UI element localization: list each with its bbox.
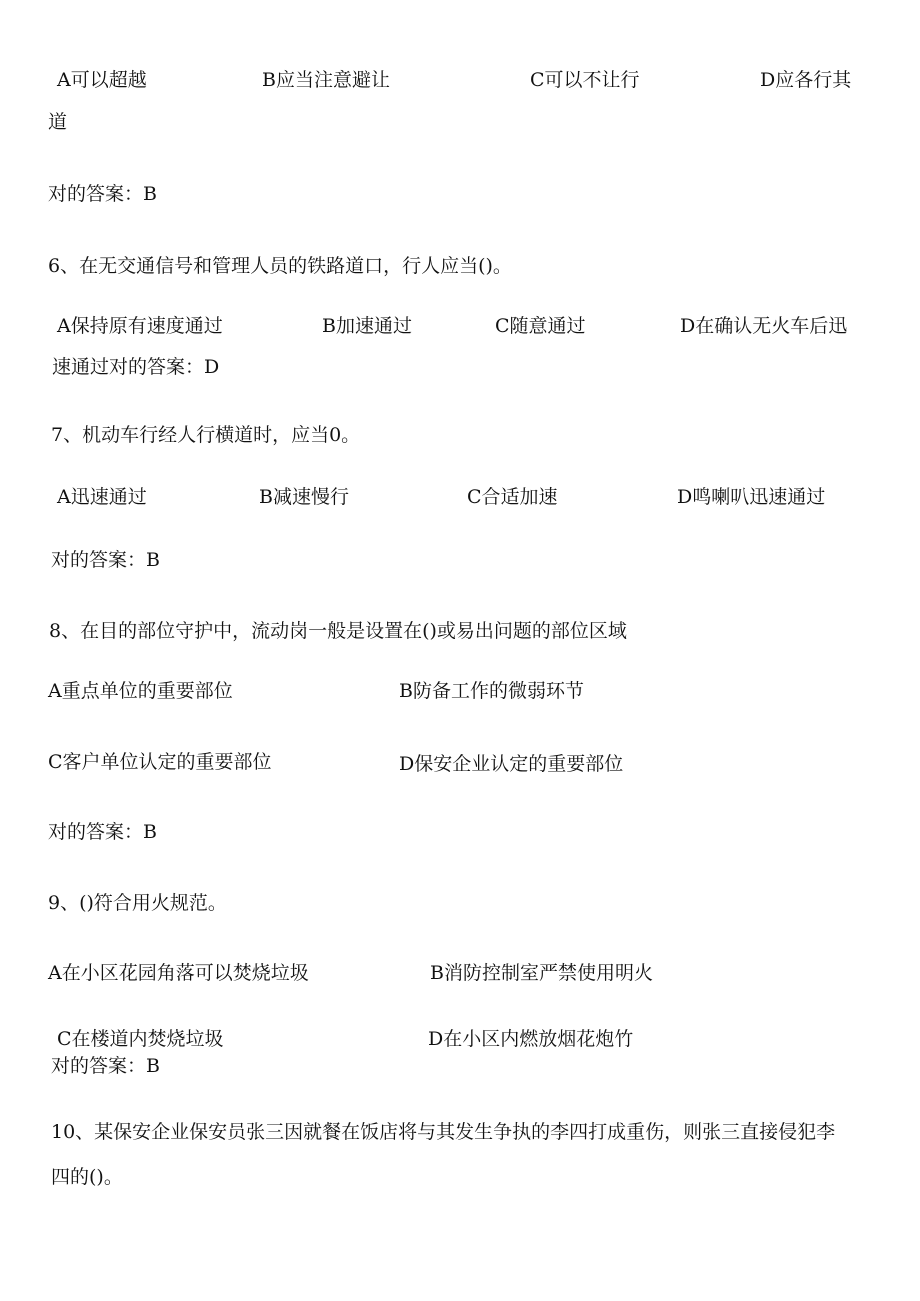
- q7-option-b: B减速慢行: [259, 486, 349, 508]
- q8-answer: 对的答案：B: [48, 821, 157, 843]
- q6-option-a: A保持原有速度通过: [57, 315, 223, 337]
- q10-question-line2: 四的()。: [51, 1166, 123, 1188]
- q7-answer: 对的答案：B: [51, 549, 160, 571]
- q5-option-d-continuation: 道: [48, 111, 68, 133]
- q9-option-a: A在小区花园角落可以焚烧垃圾: [48, 962, 309, 984]
- q6-question: 6、在无交通信号和管理人员的铁路道口，行人应当()。: [48, 255, 512, 277]
- q9-question: 9、()符合用火规范。: [48, 892, 227, 914]
- q8-question: 8、在目的部位守护中，流动岗一般是设置在()或易出问题的部位区域: [49, 620, 627, 642]
- q9-option-d: D在小区内燃放烟花炮竹: [428, 1028, 634, 1050]
- q9-answer: 对的答案：B: [51, 1055, 160, 1077]
- q7-option-d: D鸣喇叭迅速通过: [677, 486, 826, 508]
- q5-option-b: B应当注意避让: [262, 69, 390, 91]
- q9-option-c: C在楼道内焚烧垃圾: [57, 1028, 224, 1050]
- q6-continuation-answer: 速通过对的答案：D: [52, 356, 220, 378]
- q10-question-line1: 10、某保安企业保安员张三因就餐在饭店将与其发生争执的李四打成重伤，则张三直接侵犯李: [51, 1121, 836, 1143]
- q7-question: 7、机动车行经人行横道时，应当0。: [51, 424, 361, 446]
- q6-option-d: D在确认无火车后迅: [680, 315, 848, 337]
- q8-option-c: C客户单位认定的重要部位: [48, 751, 272, 773]
- q8-option-d: D保安企业认定的重要部位: [399, 753, 624, 775]
- q5-option-d: D应各行其: [760, 69, 852, 91]
- q7-option-c: C合适加速: [467, 486, 558, 508]
- q6-option-b: B加速通过: [322, 315, 412, 337]
- q9-option-b: B消防控制室严禁使用明火: [430, 962, 653, 984]
- q6-option-c: C随意通过: [495, 315, 586, 337]
- q8-option-b: B防备工作的微弱环节: [399, 680, 584, 702]
- q7-option-a: A迅速通过: [57, 486, 147, 508]
- q5-option-a: A可以超越: [57, 69, 147, 91]
- q5-option-c: C可以不让行: [530, 69, 640, 91]
- q8-option-a: A重点单位的重要部位: [48, 680, 233, 702]
- q5-answer: 对的答案：B: [48, 183, 157, 205]
